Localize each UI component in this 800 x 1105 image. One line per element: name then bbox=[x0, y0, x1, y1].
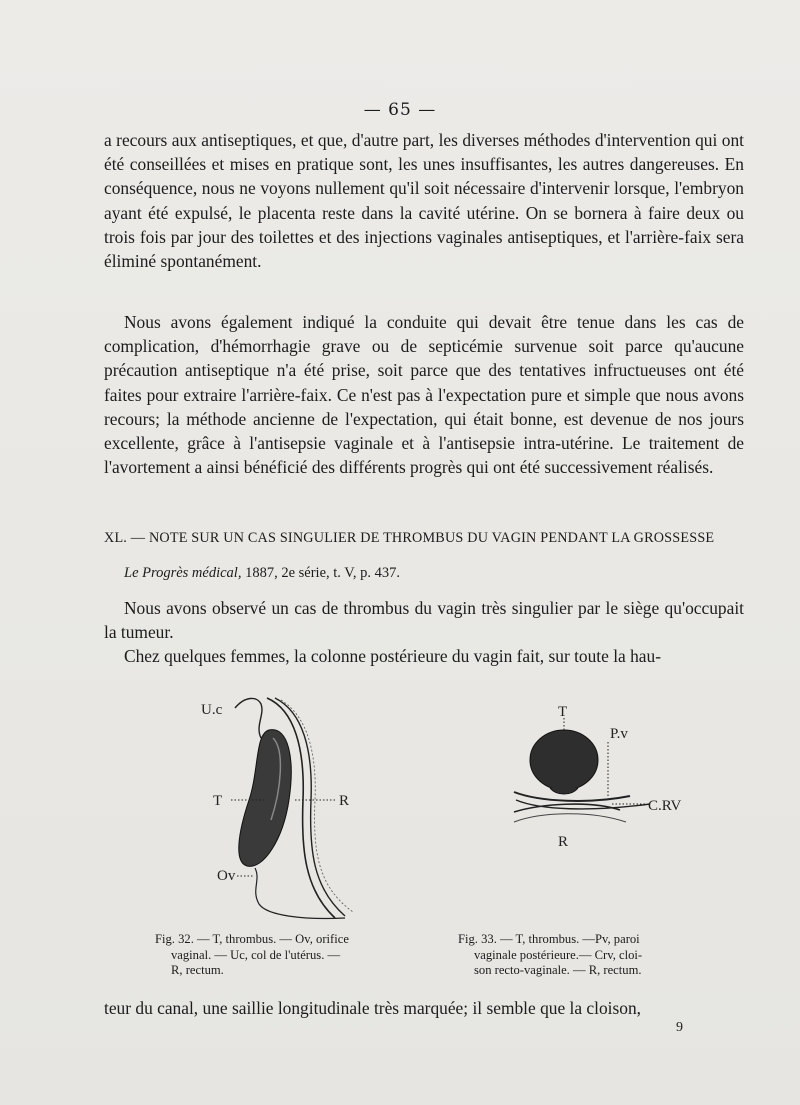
figure-33-caption bbox=[458, 932, 678, 979]
fig32-caption-line2: vaginal. — Uc, col de l'utérus. — bbox=[171, 947, 341, 962]
paragraph-4 bbox=[104, 644, 744, 668]
fig32-caption-line3: R, rectum. bbox=[171, 963, 224, 977]
section-title: XL. — NOTE SUR UN CAS SINGULIER DE THROMBUS DU VAGIN PENDANT LA GROSSESSE bbox=[104, 530, 715, 546]
fig33-label-t: T bbox=[558, 704, 568, 720]
journal-name: Le Progrès médical, bbox=[124, 565, 242, 581]
paragraph-2-text: Nous avons également indiqué la conduite qui devait être tenue dans les cas de complication, d'hémorrhagie grave ou de septicémie survenue soit parce qu'aucune précaution antiseptique n'a été prise, soit parce que des tentatives infructueuses ont été faites pour extraire l'arrière-faix. Ce n'est pas à l'expectation pure et simple que nous avons recours; la méthode ancienne de l'expectation, qui était bonne, est devenue de nos jours excellente, grâce à l'antisepsie vaginale et à l'antisepsie intra-utérine. Le traitement de l'avortement a ainsi bénéficié des différents progrès qui ont été successivement réalisés. bbox=[104, 312, 744, 478]
figure-32-illustration bbox=[195, 690, 365, 922]
paragraph-3 bbox=[104, 596, 744, 644]
paragraph-1-text: a recours aux antiseptiques, et que, d'autre part, les diverses méthodes d'intervention qui ont été conseillées et mises en pratique sont, les unes insuffisantes, les autres dangereuses. En conséquence, nous ne voyons nullement qu'il soit nécessaire d'intervenir lorsque, l'embryon ayant été expulsé, le placenta reste dans la cavité utérine. On se bornera à faire deux ou trois fois par jour des toilettes et des injections vaginales antiseptiques, et l'arrière-faix sera éliminé spontanément. bbox=[104, 130, 744, 272]
fig33-label-pv: P.v bbox=[610, 726, 628, 742]
fig33-caption-line3: son recto-vaginale. — R, rectum. bbox=[474, 963, 642, 977]
fig32-label-uc: U.c bbox=[201, 702, 223, 718]
figure-32-caption bbox=[155, 932, 405, 979]
section-reference bbox=[124, 565, 400, 582]
paragraph-3-text: Nous avons observé un cas de thrombus du vagin très singulier par le siège qu'occupait la tumeur. bbox=[104, 598, 744, 643]
fig33-caption-line2: vaginale postérieure.— Crv, cloi- bbox=[474, 947, 643, 962]
paragraph-4-text: Chez quelques femmes, la colonne postérieure du vagin fait, sur toute la hau- bbox=[124, 646, 662, 666]
fig32-label-r: R bbox=[339, 793, 350, 809]
paragraph-continuation: teur du canal, une saillie longitudinale très marquée; il semble que la cloison, bbox=[104, 998, 642, 1018]
fig32-label-ov: Ov bbox=[217, 868, 236, 884]
journal-citation: 1887, 2e série, t. V, p. 437. bbox=[241, 565, 401, 581]
fig32-label-t: T bbox=[213, 793, 223, 809]
fig33-caption-line1: Fig. 33. — T, thrombus. —Pv, paroi bbox=[458, 932, 640, 946]
page-number: — 65 — bbox=[363, 100, 437, 120]
fig33-label-r: R bbox=[558, 834, 569, 850]
signature-mark: 9 bbox=[676, 1020, 683, 1035]
paragraph-1 bbox=[104, 128, 744, 273]
figure-33-illustration bbox=[500, 700, 690, 860]
paragraph-2 bbox=[104, 310, 744, 479]
fig32-caption-line1: Fig. 32. — T, thrombus. — Ov, orifice bbox=[155, 932, 349, 946]
fig33-label-crv: C.RV bbox=[648, 798, 682, 814]
